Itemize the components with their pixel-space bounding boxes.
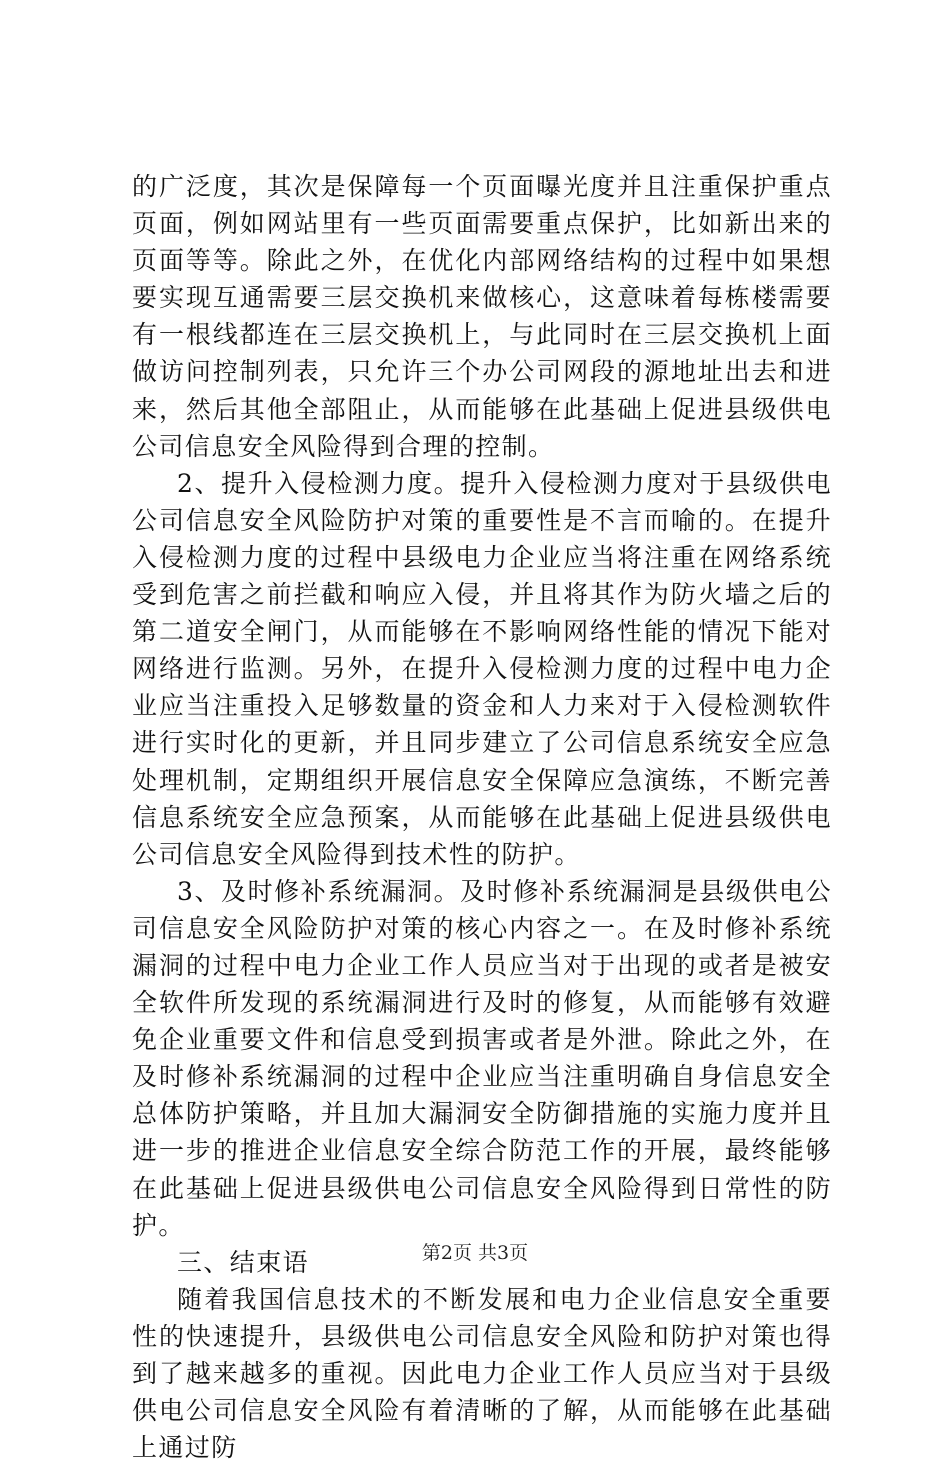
page-number-footer: 第2页 共3页 xyxy=(421,1242,529,1264)
paragraph-conclusion: 随着我国信息技术的不断发展和电力企业信息安全重要性的快速提升，县级供电公司信息安全风险和防护对策也得到了越来越多的重视。因此电力企业工作人员应当对于县级供电公司信息安全风险有着清晰的了解，从而能够在此基础上通过防 xyxy=(132,1284,832,1463)
document-body xyxy=(132,168,832,1466)
paragraph-intrusion-detection: 2、提升入侵检测力度。提升入侵检测力度对于县级供电公司信息安全风险防护对策的重要性是不言而喻的。在提升入侵检测力度的过程中县级电力企业应当将注重在网络系统受到危害之前拦截和响应入侵，并且将其作为防火墙之后的第二道安全闸门，从而能够在不影响网络性能的情况下能对网络进行监测。另外，在提升入侵检测力度的过程中电力企业应当注重投入足够数量的资金和人力来对于入侵检测软件进行实时化的更新，并且同步建立了公司信息系统安全应急处理机制，定期组织开展信息安全保障应急演练，不断完善信息系统安全应急预案，从而能够在此基础上促进县级供电公司信息安全风险得到技术性的防护。 xyxy=(132,468,832,869)
section-heading-conclusion: 三、结束语 xyxy=(177,1247,310,1277)
paragraph-patch-vulnerabilities: 3、及时修补系统漏洞。及时修补系统漏洞是县级供电公司信息安全风险防护对策的核心内容之一。在及时修补系统漏洞的过程中电力企业工作人员应当对于出现的或者是被安全软件所发现的系统漏洞进行及时的修复，从而能够有效避免企业重要文件和信息受到损害或者是外泄。除此之外，在及时修补系统漏洞的过程中企业应当注重明确自身信息安全总体防护策略，并且加大漏洞安全防御措施的实施力度并且进一步的推进企业信息安全综合防范工作的开展，最终能够在此基础上促进县级供电公司信息安全风险得到日常性的防护。 xyxy=(132,876,832,1240)
paragraph-continuation: 的广泛度，其次是保障每一个页面曝光度并且注重保护重点页面，例如网站里有一些页面需要重点保护，比如新出来的页面等等。除此之外，在优化内部网络结构的过程中如果想要实现互通需要三层交换机来做核心，这意味着每栋楼需要有一根线都连在三层交换机上，与此同时在三层交换机上面做访问控制列表，只允许三个办公司网段的源地址出去和进来，然后其他全部阻止，从而能够在此基础上促进县级供电公司信息安全风险得到合理的控制。 xyxy=(132,172,832,461)
